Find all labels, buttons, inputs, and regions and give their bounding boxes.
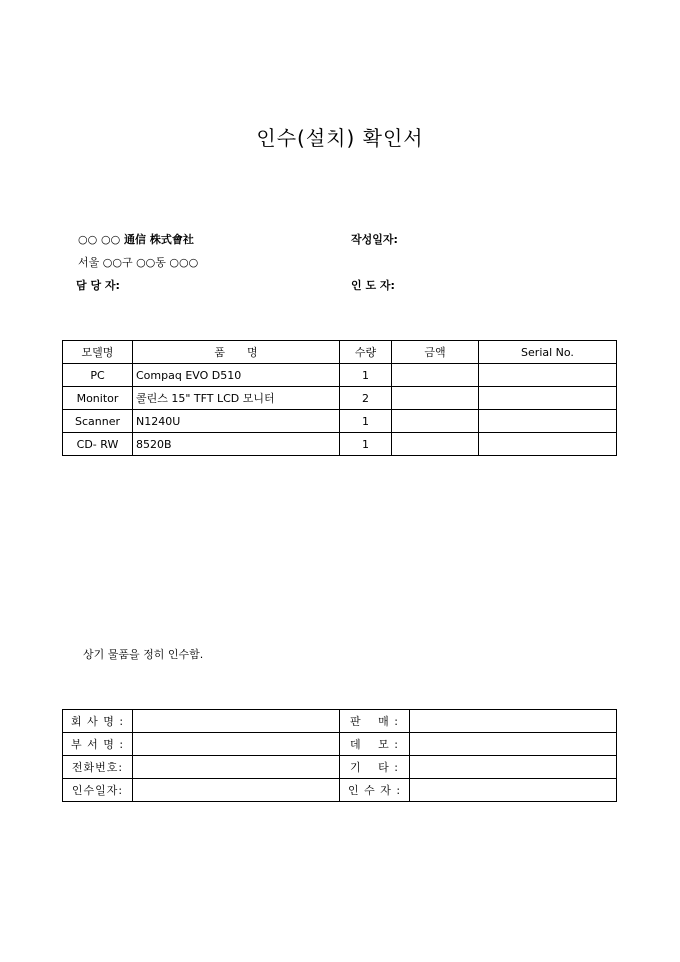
demo-field — [410, 733, 617, 756]
header-serial: Serial No. — [479, 341, 617, 364]
cell-model: CD- RW — [63, 433, 133, 456]
other-label: 기 타 : — [340, 756, 410, 779]
items-header-row — [63, 341, 617, 364]
phone-field — [133, 756, 340, 779]
items-table — [62, 340, 617, 456]
cell-model: PC — [63, 364, 133, 387]
table-row — [63, 433, 617, 456]
header-model: 모델명 — [63, 341, 133, 364]
receiver-label: 인 수 자 : — [340, 779, 410, 802]
table-row — [63, 387, 617, 410]
phone-label: 전화번호: — [63, 756, 133, 779]
cell-product: 8520B — [133, 433, 340, 456]
company-name: ○○ ○○ 通信 株式會社 — [78, 233, 194, 246]
cell-serial — [479, 433, 617, 456]
sales-field — [410, 710, 617, 733]
page-title: 인수(설치) 확인서 — [256, 126, 424, 150]
cell-serial — [479, 364, 617, 387]
cell-qty: 2 — [340, 387, 392, 410]
table-row — [63, 710, 617, 733]
cell-model: Scanner — [63, 410, 133, 433]
other-field — [410, 756, 617, 779]
company-name-field — [133, 710, 340, 733]
header-qty: 수량 — [340, 341, 392, 364]
cell-amount — [392, 387, 479, 410]
receipt-date-label: 인수일자: — [63, 779, 133, 802]
receipt-date-field — [133, 779, 340, 802]
acceptance-note: 상기 물품을 정히 인수함. — [83, 648, 204, 661]
cell-qty: 1 — [340, 364, 392, 387]
cell-model: Monitor — [63, 387, 133, 410]
cell-product: N1240U — [133, 410, 340, 433]
manager-label: 담 당 자: — [76, 279, 120, 292]
header-product: 품 명 — [133, 341, 340, 364]
table-row — [63, 733, 617, 756]
cell-product: 콜린스 15" TFT LCD 모니터 — [133, 387, 340, 410]
table-row — [63, 779, 617, 802]
header-amount: 금액 — [392, 341, 479, 364]
demo-label: 데 모 : — [340, 733, 410, 756]
cell-amount — [392, 433, 479, 456]
cell-amount — [392, 410, 479, 433]
company-address: 서울 ○○구 ○○동 ○○○ — [78, 256, 199, 269]
company-name-label: 회 사 명 : — [63, 710, 133, 733]
table-row — [63, 756, 617, 779]
department-field — [133, 733, 340, 756]
cell-qty: 1 — [340, 433, 392, 456]
table-row — [63, 410, 617, 433]
table-row — [63, 364, 617, 387]
deliverer-label: 인 도 자: — [351, 279, 395, 292]
receiver-field — [410, 779, 617, 802]
cell-amount — [392, 364, 479, 387]
cell-serial — [479, 387, 617, 410]
department-label: 부 서 명 : — [63, 733, 133, 756]
cell-product: Compaq EVO D510 — [133, 364, 340, 387]
cell-serial — [479, 410, 617, 433]
sales-label: 판 매 : — [340, 710, 410, 733]
cell-qty: 1 — [340, 410, 392, 433]
date-label: 작성일자: — [351, 233, 398, 246]
receipt-table — [62, 709, 617, 802]
